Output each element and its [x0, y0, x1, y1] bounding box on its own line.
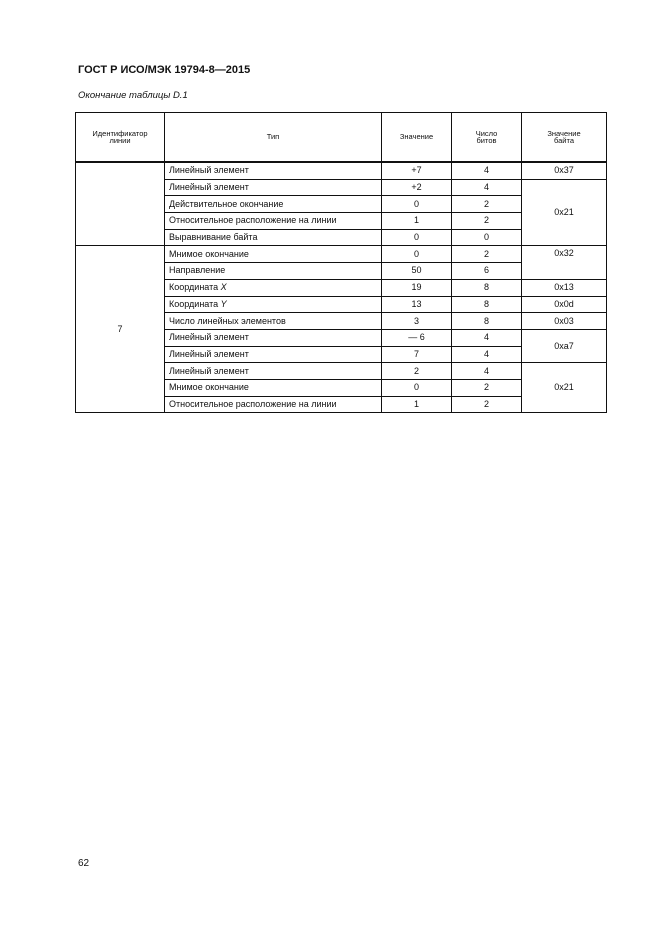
type-cell: Относительное расположение на линии — [165, 396, 382, 413]
column-header-bits: Число битов — [452, 113, 522, 163]
bits-cell: 4 — [452, 179, 522, 196]
table-row — [76, 162, 607, 179]
coordinate-variable: X — [220, 282, 227, 293]
type-cell: Координата Y — [165, 296, 382, 313]
byte-value-cell: 0x21 — [522, 179, 607, 246]
column-header-value: Значение — [382, 113, 452, 163]
type-cell: Направление — [165, 263, 382, 280]
table-row — [76, 246, 607, 263]
bits-cell: 2 — [452, 379, 522, 396]
value-cell: 2 — [382, 363, 452, 380]
type-cell: Линейный элемент — [165, 363, 382, 380]
value-cell: 13 — [382, 296, 452, 313]
bits-cell: 0 — [452, 229, 522, 246]
value-cell: 7 — [382, 346, 452, 363]
value-cell: 1 — [382, 213, 452, 230]
bits-cell: 6 — [452, 263, 522, 280]
byte-value-cell: 0x03 — [522, 313, 607, 330]
type-cell: Мнимое окончание — [165, 379, 382, 396]
line-id-cell: 7 — [76, 246, 165, 413]
type-cell: Действительное окончание — [165, 196, 382, 213]
bits-cell: 2 — [452, 396, 522, 413]
bits-cell: 8 — [452, 296, 522, 313]
value-cell: 0 — [382, 229, 452, 246]
bits-cell: 2 — [452, 213, 522, 230]
type-cell: Линейный элемент — [165, 346, 382, 363]
line-id-cell — [76, 162, 165, 246]
value-cell: 0 — [382, 246, 452, 263]
type-cell: Координата X — [165, 279, 382, 296]
column-header-byte-value: Значение байта — [522, 113, 607, 163]
type-cell: Линейный элемент — [165, 179, 382, 196]
value-cell: 19 — [382, 279, 452, 296]
byte-value-cell: 0x13 — [522, 279, 607, 296]
byte-value-cell: 0x32 — [522, 246, 607, 279]
byte-value-cell: 0x37 — [522, 162, 607, 179]
bits-cell: 2 — [452, 246, 522, 263]
value-cell: 0 — [382, 196, 452, 213]
bits-cell: 4 — [452, 346, 522, 363]
table-caption: Окончание таблицы D.1 — [78, 90, 188, 101]
type-cell: Мнимое окончание — [165, 246, 382, 263]
value-cell: 3 — [382, 313, 452, 330]
byte-value-cell: 0x21 — [522, 363, 607, 413]
bits-cell: 8 — [452, 279, 522, 296]
value-cell: 1 — [382, 396, 452, 413]
bits-cell: 4 — [452, 162, 522, 179]
byte-value-cell: 0xa7 — [522, 329, 607, 362]
column-header-type: Тип — [165, 113, 382, 163]
value-cell: 0 — [382, 379, 452, 396]
table-header-row — [76, 113, 607, 163]
value-cell: — 6 — [382, 329, 452, 346]
column-header-line-id: Идентификатор линии — [76, 113, 165, 163]
type-cell: Выравнивание байта — [165, 229, 382, 246]
type-cell: Число линейных элементов — [165, 313, 382, 330]
value-cell: 50 — [382, 263, 452, 280]
type-cell: Линейный элемент — [165, 329, 382, 346]
data-table — [75, 112, 607, 413]
byte-value-cell: 0x0d — [522, 296, 607, 313]
bits-cell: 4 — [452, 329, 522, 346]
value-cell: +7 — [382, 162, 452, 179]
document-header: ГОСТ Р ИСО/МЭК 19794-8—2015 — [78, 64, 251, 76]
bits-cell: 2 — [452, 196, 522, 213]
page-number: 62 — [78, 858, 90, 869]
bits-cell: 8 — [452, 313, 522, 330]
coordinate-variable: Y — [220, 298, 227, 309]
type-cell: Линейный элемент — [165, 162, 382, 179]
type-cell: Относительное расположение на линии — [165, 213, 382, 230]
value-cell: +2 — [382, 179, 452, 196]
bits-cell: 4 — [452, 363, 522, 380]
